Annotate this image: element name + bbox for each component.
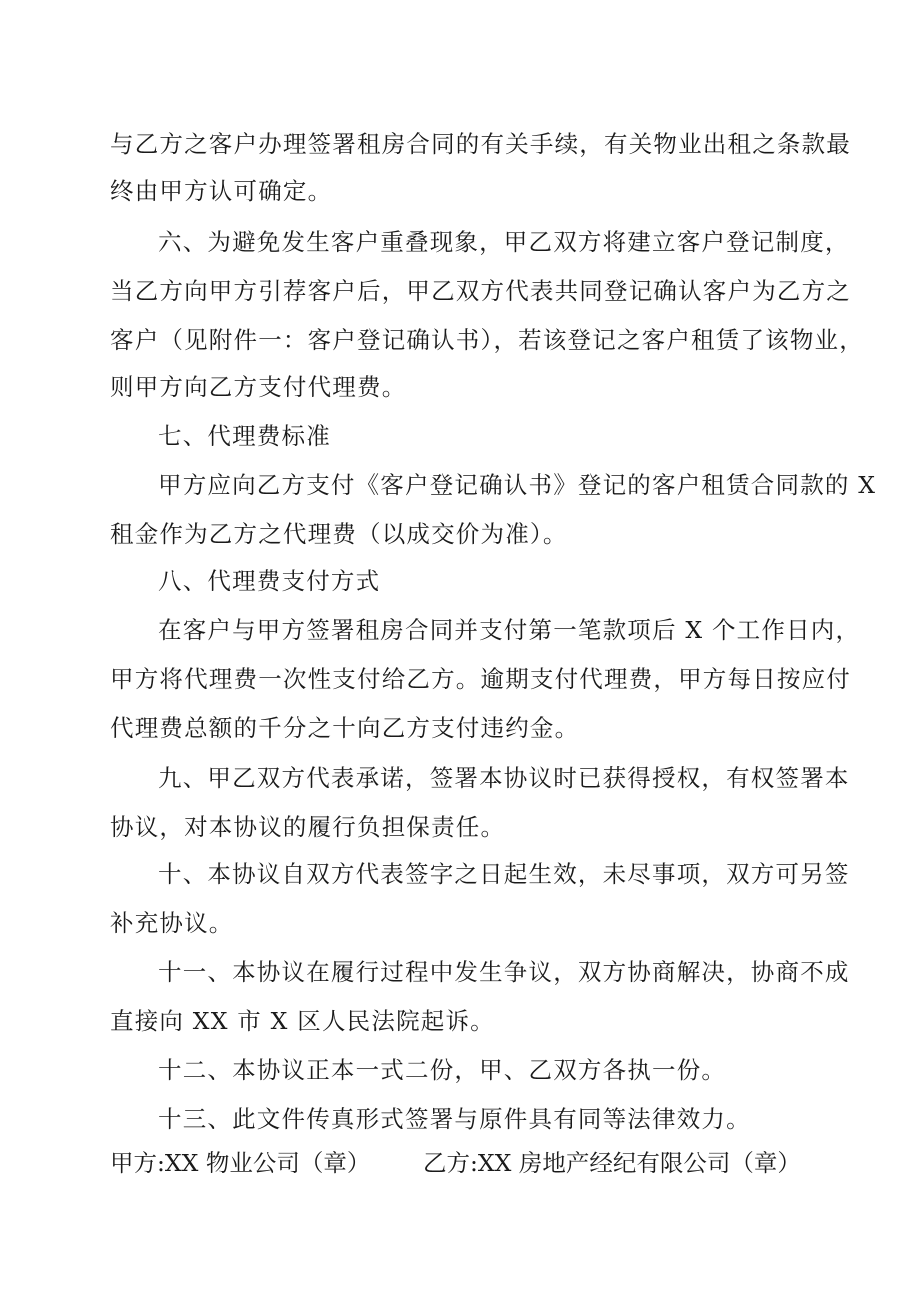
paragraph-line: 与乙方之客户办理签署租房合同的有关手续，有关物业出租之条款最 <box>110 130 851 158</box>
paragraph-line: 终由甲方认可确定。 <box>110 177 333 205</box>
clause-8-heading: 八、代理费支付方式 <box>158 567 381 595</box>
clause-8-body-line: 在客户与甲方签署租房合同并支付第一笔款项后 X 个工作日内， <box>158 616 861 644</box>
clause-10-line: 十、本协议自双方代表签字之日起生效，未尽事项，双方可另签 <box>158 860 850 888</box>
clause-7-heading: 七、代理费标准 <box>158 422 331 450</box>
clause-6-line: 客户（见附件一：客户登记确认书），若该登记之客户租赁了该物业， <box>110 326 864 354</box>
clause-13-line: 十三、此文件传真形式签署与原件具有同等法律效力。 <box>158 1105 751 1133</box>
clause-12-line: 十二、本协议正本一式二份，甲、乙双方各执一份。 <box>158 1056 727 1084</box>
clause-7-body-line: 租金作为乙方之代理费（以成交价为准）。 <box>110 520 568 548</box>
clause-10-line: 补充协议。 <box>110 909 234 937</box>
clause-9-line: 协议，对本协议的履行负担保责任。 <box>110 813 506 841</box>
clause-8-body-line: 甲方将代理费一次性支付给乙方。逾期支付代理费，甲方每日按应付 <box>110 665 851 693</box>
clause-7-body-line: 甲方应向乙方支付《客户登记确认书》登记的客户租赁合同款的 X <box>158 471 877 499</box>
clause-8-body-line: 代理费总额的千分之十向乙方支付违约金。 <box>110 714 580 742</box>
party-a-signature: 甲方:XX 物业公司（章） <box>110 1149 371 1177</box>
clause-9-line: 九、甲乙双方代表承诺，签署本协议时已获得授权，有权签署本 <box>158 764 850 792</box>
clause-6-line: 六、为避免发生客户重叠现象，甲乙双方将建立客户登记制度， <box>158 228 850 256</box>
clause-11-line: 十一、本协议在履行过程中发生争议，双方协商解决，协商不成 <box>158 958 850 986</box>
party-b-signature: 乙方:XX 房地产经纪有限公司（章） <box>423 1149 801 1177</box>
signature-row <box>110 1148 822 1178</box>
clause-11-line: 直接向 XX 市 X 区人民法院起诉。 <box>110 1007 495 1035</box>
clause-6-line: 当乙方向甲方引荐客户后，甲乙双方代表共同登记确认客户为乙方之 <box>110 277 851 305</box>
clause-6-line: 则甲方向乙方支付代理费。 <box>110 373 407 401</box>
